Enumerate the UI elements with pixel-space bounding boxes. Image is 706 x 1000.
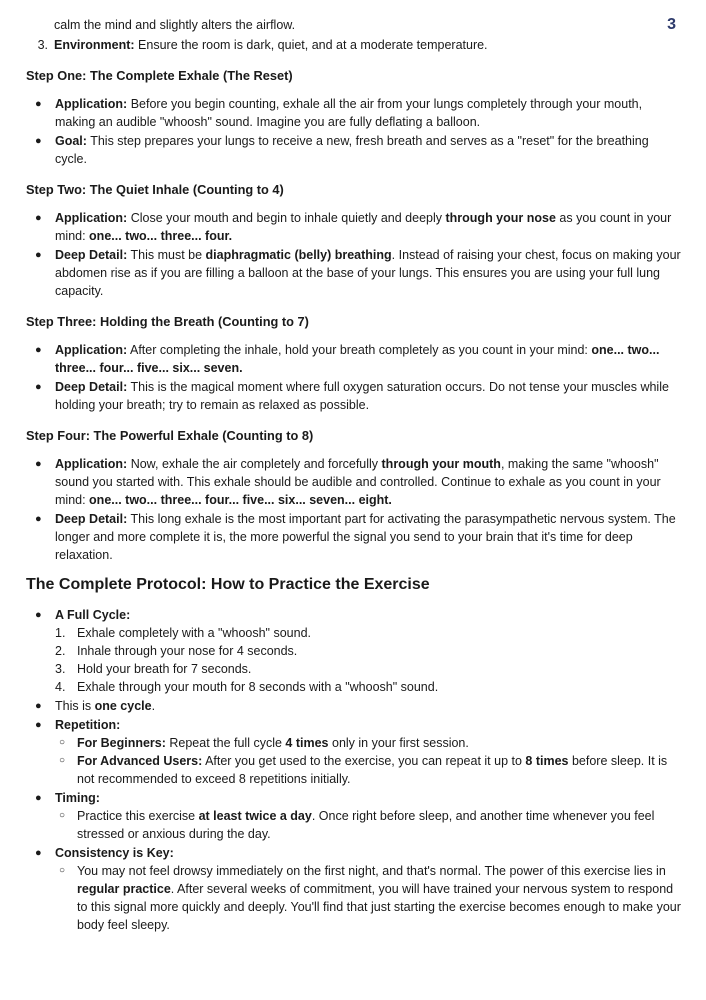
continuation-text: calm the mind and slightly alters the airflow. bbox=[54, 18, 296, 32]
item-body: . Instead of raising your chest, focus on making your abdomen rise as if you are filling a balloon at the base of your lungs. This ensures you are using your full lung capacity. bbox=[55, 248, 681, 298]
step-text: Exhale completely with a "whoosh" sound. bbox=[77, 626, 312, 640]
item-label: Application: bbox=[55, 343, 128, 357]
item-body: Ensure the room is dark, quiet, and at a moderate temperature. bbox=[134, 38, 488, 52]
emphasis: one cycle bbox=[94, 699, 152, 713]
item-label: Consistency is Key: bbox=[55, 846, 174, 860]
item-body: Before you begin counting, exhale all the air from your lungs completely through your mouth, making an audible "whoosh" sound. Imagine you are fully deflating a balloon. bbox=[55, 97, 643, 129]
item-body: Now, exhale the air completely and forcefully bbox=[127, 457, 382, 471]
list-item-environment bbox=[26, 36, 682, 54]
item-label: Application: bbox=[55, 457, 128, 471]
item-label: For Beginners: bbox=[77, 736, 166, 750]
item-body: only in your first session. bbox=[328, 736, 469, 750]
timing-sublist bbox=[55, 807, 682, 843]
item-label: Timing: bbox=[55, 791, 100, 805]
step-number: 3. bbox=[55, 662, 66, 676]
emphasis: at least twice a day bbox=[198, 809, 312, 823]
emphasis: one... two... three... four... five... six... seven... eight. bbox=[89, 493, 392, 507]
item-body: This long exhale is the most important part for activating the parasympathetic nervous system. The longer and more complete it is, the more powerful the signal you send to your brain that it's time for deep relaxation. bbox=[55, 512, 676, 562]
list-item bbox=[26, 510, 682, 564]
item-body: After completing the inhale, hold your breath completely as you count in your mind: bbox=[127, 343, 592, 357]
cycle-steps-list bbox=[55, 624, 682, 696]
item-label: Deep Detail: bbox=[55, 380, 128, 394]
step-one-list bbox=[26, 95, 682, 168]
item-label: Environment: bbox=[54, 38, 135, 52]
step-three-heading: Step Three: Holding the Breath (Counting to 7) bbox=[26, 314, 309, 329]
step-two-heading: Step Two: The Quiet Inhale (Counting to 4) bbox=[26, 182, 284, 197]
step-three-list bbox=[26, 341, 682, 414]
item-label: Goal: bbox=[55, 134, 87, 148]
item-body: This is bbox=[55, 699, 95, 713]
item-label: Repetition: bbox=[55, 718, 121, 732]
list-item bbox=[26, 455, 682, 509]
emphasis: diaphragmatic (belly) breathing bbox=[205, 248, 392, 262]
document-page bbox=[26, 14, 682, 935]
cycle-step-item bbox=[55, 660, 682, 678]
item-label: A Full Cycle: bbox=[55, 608, 131, 622]
item-body: . After several weeks of commitment, you will have trained your nervous system to respond to this signal more quickly and deeply. You'll find that just starting the exercise becomes enough to make your body feel sleepy. bbox=[77, 882, 681, 932]
item-body: . bbox=[151, 699, 156, 713]
list-item-full-cycle bbox=[26, 606, 682, 696]
cycle-step-item bbox=[55, 624, 682, 642]
sublist-item bbox=[55, 734, 682, 752]
emphasis: through your mouth bbox=[381, 457, 501, 471]
cycle-step-item bbox=[55, 642, 682, 660]
step-number: 1. bbox=[55, 626, 66, 640]
item-body: Repeat the full cycle bbox=[165, 736, 286, 750]
item-body: , making the same "whoosh" sound you started with. This exhale should be audible and controlled. Continue to exhale as you count in your mind: bbox=[55, 457, 661, 507]
list-item-consistency bbox=[26, 844, 682, 934]
protocol-list bbox=[26, 606, 682, 934]
sublist-item bbox=[55, 752, 682, 788]
step-number: 4. bbox=[55, 680, 66, 694]
item-body: before sleep. It is not recommended to exceed 8 repetitions initially. bbox=[77, 754, 668, 786]
protocol-heading: The Complete Protocol: How to Practice the Exercise bbox=[26, 576, 430, 593]
list-item bbox=[26, 209, 682, 245]
emphasis: one... two... three... four. bbox=[89, 229, 233, 243]
list-item bbox=[26, 378, 682, 414]
item-label: Application: bbox=[55, 211, 128, 225]
sublist-item bbox=[55, 862, 682, 934]
item-body: After you get used to the exercise, you can repeat it up to bbox=[202, 754, 526, 768]
item-body: You may not feel drowsy immediately on the first night, and that's normal. The power of this exercise lies in bbox=[77, 864, 666, 878]
step-text: Inhale through your nose for 4 seconds. bbox=[77, 644, 298, 658]
item-body: as you count in your mind: bbox=[55, 211, 672, 243]
page-number: 3 bbox=[667, 16, 676, 33]
emphasis: 4 times bbox=[285, 736, 329, 750]
sublist-item bbox=[55, 807, 682, 843]
list-item-text bbox=[54, 36, 488, 54]
step-four-list bbox=[26, 455, 682, 564]
list-item bbox=[26, 341, 682, 377]
item-label: Deep Detail: bbox=[55, 248, 128, 262]
emphasis: regular practice bbox=[77, 882, 171, 896]
step-one-heading: Step One: The Complete Exhale (The Reset) bbox=[26, 68, 293, 83]
list-item-timing bbox=[26, 789, 682, 843]
emphasis: through your nose bbox=[445, 211, 556, 225]
item-body: . Once right before sleep, and another time whenever you feel stressed or anxious during the day. bbox=[77, 809, 655, 841]
step-two-list bbox=[26, 209, 682, 300]
step-number: 2. bbox=[55, 644, 66, 658]
consistency-sublist bbox=[55, 862, 682, 934]
item-body: This step prepares your lungs to receive a new, fresh breath and serves as a "reset" for the breathing cycle. bbox=[55, 134, 649, 166]
emphasis: one... two... three... four... five... six... seven. bbox=[55, 343, 660, 375]
item-body: This is the magical moment where full oxygen saturation occurs. Do not tense your muscles while holding your breath; try to remain as relaxed as possible. bbox=[55, 380, 669, 412]
list-item-repetition bbox=[26, 716, 682, 788]
step-text: Exhale through your mouth for 8 seconds with a "whoosh" sound. bbox=[77, 680, 439, 694]
cycle-step-item bbox=[55, 678, 682, 696]
list-number: 3. bbox=[37, 38, 48, 52]
list-item bbox=[26, 95, 682, 131]
step-text: Hold your breath for 7 seconds. bbox=[77, 662, 252, 676]
emphasis: 8 times bbox=[525, 754, 569, 768]
step-four-heading: Step Four: The Powerful Exhale (Counting to 8) bbox=[26, 428, 314, 443]
item-body: Close your mouth and begin to inhale quietly and deeply bbox=[127, 211, 446, 225]
list-item bbox=[26, 132, 682, 168]
list-item bbox=[26, 246, 682, 300]
item-label: For Advanced Users: bbox=[77, 754, 203, 768]
item-body: Practice this exercise bbox=[77, 809, 199, 823]
item-label: Application: bbox=[55, 97, 128, 111]
repetition-sublist bbox=[55, 734, 682, 788]
item-body: This must be bbox=[127, 248, 206, 262]
list-item-one-cycle bbox=[26, 697, 682, 715]
item-label: Deep Detail: bbox=[55, 512, 128, 526]
